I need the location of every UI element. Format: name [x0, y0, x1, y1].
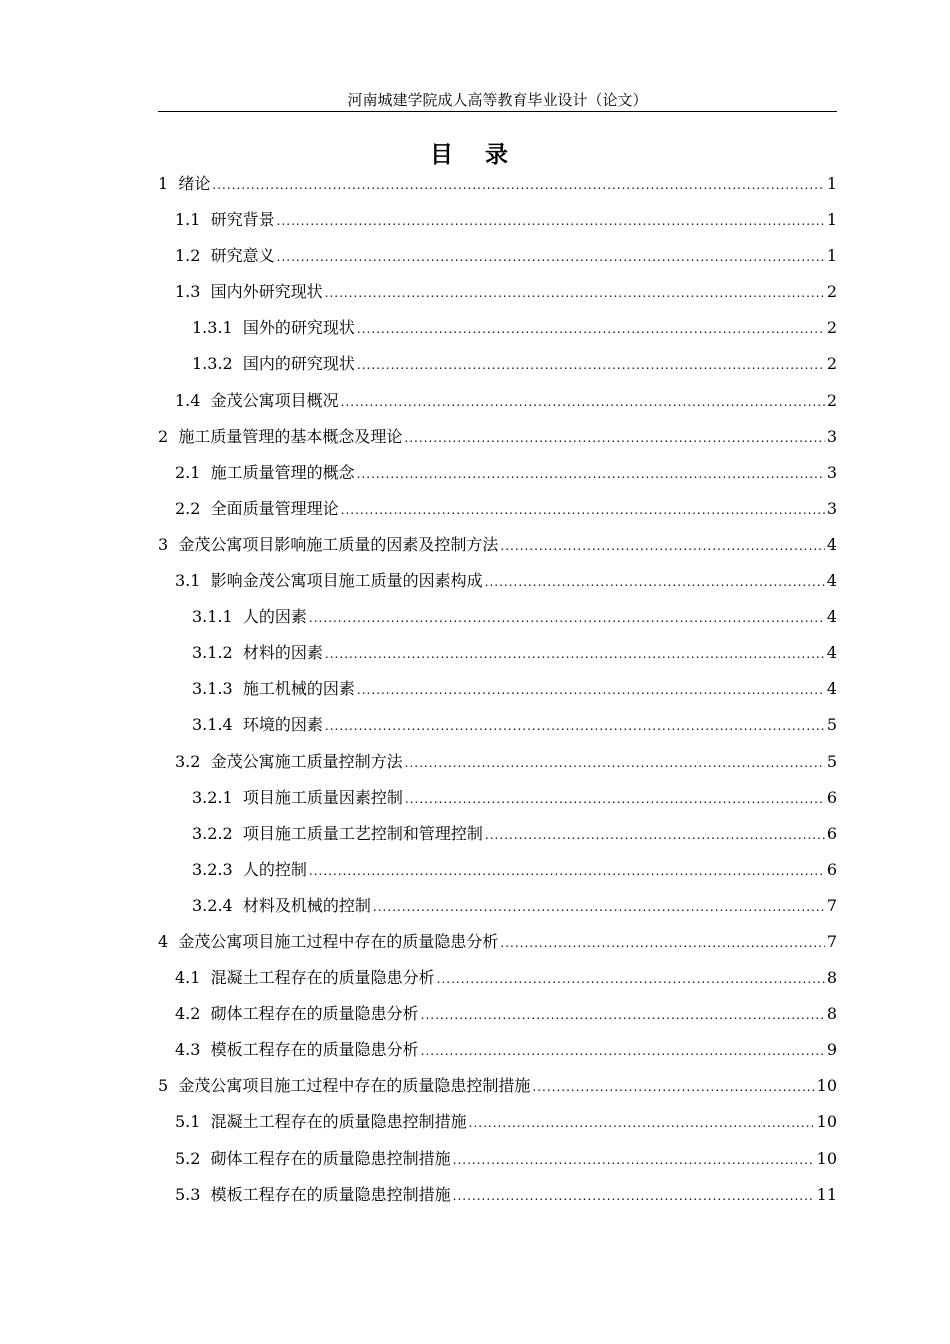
toc-entry-page: 10 — [816, 1148, 837, 1168]
toc-entry-number: 5.1 — [175, 1112, 201, 1132]
dot-leader — [485, 564, 825, 600]
toc-entry[interactable] — [158, 455, 837, 491]
dot-leader — [532, 1069, 814, 1105]
toc-entry-number: 5 — [158, 1076, 169, 1096]
dot-leader — [325, 708, 825, 744]
toc-entry-page: 6 — [826, 787, 837, 807]
toc-entry-title: 混凝土工程存在的质量隐患分析 — [210, 968, 435, 988]
dot-leader — [405, 781, 825, 817]
toc-entry-number: 1.3 — [175, 282, 201, 302]
toc-entry[interactable] — [158, 274, 837, 310]
toc-entry[interactable] — [158, 852, 837, 888]
dot-leader — [341, 384, 825, 420]
toc-entry-page: 8 — [826, 968, 837, 988]
toc-entry-number: 3.2.4 — [192, 895, 233, 915]
toc-entry-title: 绪论 — [178, 174, 211, 193]
dot-leader — [469, 1105, 815, 1141]
toc-entry-page: 5 — [826, 715, 837, 735]
toc-entry-title: 施工机械的因素 — [242, 679, 355, 699]
toc-entry-title: 砌体工程存在的质量隐患控制措施 — [210, 1148, 451, 1168]
dot-leader — [341, 492, 825, 528]
page-header: 河南城建学院成人高等教育毕业设计（论文） — [347, 91, 648, 109]
toc-entry-page: 4 — [826, 571, 837, 591]
toc-entry-title: 人的因素 — [242, 607, 307, 627]
toc-entry-number: 2 — [158, 426, 169, 446]
toc-entry-title: 人的控制 — [242, 859, 307, 879]
toc-entry-page: 5 — [826, 751, 837, 771]
toc-entry[interactable] — [158, 816, 837, 852]
toc-entry-number: 3.2.1 — [192, 787, 233, 807]
toc-entry-page: 2 — [826, 390, 837, 410]
toc-entry-title: 研究意义 — [210, 246, 275, 266]
toc-entry[interactable] — [158, 346, 837, 382]
toc-entry-title: 金茂公寓施工质量控制方法 — [210, 751, 403, 771]
toc-entry-number: 4.2 — [175, 1004, 201, 1024]
toc-entry-page: 1 — [826, 246, 837, 266]
toc-entry[interactable] — [158, 383, 837, 419]
dot-leader — [357, 311, 825, 347]
toc-entry-title: 混凝土工程存在的质量隐患控制措施 — [210, 1112, 467, 1132]
toc-entry-page: 3 — [826, 426, 837, 446]
dot-leader — [357, 672, 825, 708]
toc-entry-number: 1 — [158, 174, 169, 193]
toc-entry-number: 3.2.3 — [192, 859, 233, 879]
toc-entry[interactable] — [158, 1104, 837, 1140]
toc-entry[interactable] — [158, 1141, 837, 1177]
toc-entry-page: 9 — [826, 1040, 837, 1060]
toc-entry-title: 金茂公寓项目影响施工质量的因素及控制方法 — [178, 534, 499, 554]
dot-leader — [500, 528, 824, 564]
toc-entry-number: 5.2 — [175, 1148, 201, 1168]
toc-entry-number: 3.2.2 — [192, 823, 233, 843]
toc-entry-page: 4 — [826, 643, 837, 663]
toc-entry-number: 4.3 — [175, 1040, 201, 1060]
toc-entry-number: 3 — [158, 534, 169, 554]
toc-entry-title: 施工质量管理的概念 — [210, 462, 355, 482]
toc-entry-number: 3.1.3 — [192, 679, 233, 699]
toc-entry[interactable] — [158, 635, 837, 671]
toc-entry[interactable] — [158, 563, 837, 599]
toc-entry[interactable] — [158, 924, 837, 960]
toc-entry-title: 国外的研究现状 — [242, 318, 355, 338]
page-title: 目 录 — [429, 142, 520, 168]
toc-entry[interactable] — [158, 310, 837, 346]
toc-entry-title: 材料的因素 — [242, 643, 323, 663]
toc-entry-page: 8 — [826, 1004, 837, 1024]
toc-entry-number: 1.3.1 — [192, 318, 233, 338]
toc-entry-number: 4 — [158, 931, 169, 951]
toc-entry-page: 4 — [826, 679, 837, 699]
toc-entry-number: 3.1.4 — [192, 715, 233, 735]
toc-entry-page: 4 — [826, 607, 837, 627]
toc-entry[interactable] — [158, 599, 837, 635]
dot-leader — [357, 347, 825, 383]
toc-entry-number: 1.2 — [175, 246, 201, 266]
toc-entry[interactable] — [158, 996, 837, 1032]
toc-entry-title: 金茂公寓项目概况 — [210, 390, 339, 410]
toc-entry-number: 2.1 — [175, 462, 201, 482]
toc-entry[interactable] — [158, 1068, 837, 1104]
dot-leader — [421, 997, 825, 1033]
toc-entry-title: 环境的因素 — [242, 715, 323, 735]
toc-entry[interactable] — [158, 1177, 837, 1213]
toc-entry-number: 3.1.1 — [192, 607, 233, 627]
dot-leader — [325, 275, 825, 311]
dot-leader — [277, 239, 825, 275]
dot-leader — [485, 817, 825, 853]
toc-entry-number: 3.1 — [175, 571, 201, 591]
toc-entry-page: 10 — [816, 1112, 837, 1132]
dot-leader — [453, 1178, 815, 1214]
toc-entry-title: 国内的研究现状 — [242, 354, 355, 374]
toc-entry-page: 3 — [826, 498, 837, 518]
dot-leader — [357, 456, 825, 492]
toc-entry-title: 金茂公寓项目施工过程中存在的质量隐患分析 — [178, 931, 499, 951]
header-rule — [158, 111, 837, 112]
toc-entry[interactable] — [158, 527, 837, 563]
toc-entry-title: 施工质量管理的基本概念及理论 — [178, 426, 403, 446]
toc-entry-page: 7 — [826, 895, 837, 915]
toc-entry[interactable] — [158, 238, 837, 274]
dot-leader — [453, 1142, 815, 1178]
toc-entry-page: 6 — [826, 823, 837, 843]
toc-entry-number: 5.3 — [175, 1184, 201, 1204]
table-of-contents — [158, 166, 837, 1213]
toc-entry-title: 研究背景 — [210, 210, 275, 230]
toc-entry[interactable] — [158, 888, 837, 924]
toc-entry[interactable] — [158, 671, 837, 707]
toc-entry-page: 2 — [826, 354, 837, 374]
toc-entry-title: 国内外研究现状 — [210, 282, 323, 302]
dot-leader — [373, 889, 825, 925]
dot-leader — [405, 745, 825, 781]
toc-entry-page: 1 — [826, 174, 837, 193]
dot-leader — [309, 600, 825, 636]
toc-entry-title: 模板工程存在的质量隐患控制措施 — [210, 1184, 451, 1204]
toc-entry-title: 项目施工质量工艺控制和管理控制 — [242, 823, 483, 843]
toc-entry[interactable] — [158, 780, 837, 816]
toc-entry-number: 1.3.2 — [192, 354, 233, 374]
toc-entry-page: 4 — [826, 534, 837, 554]
toc-entry[interactable] — [158, 707, 837, 743]
toc-entry-title: 砌体工程存在的质量隐患分析 — [210, 1004, 419, 1024]
toc-entry-title: 模板工程存在的质量隐患分析 — [210, 1040, 419, 1060]
toc-entry[interactable] — [158, 202, 837, 238]
toc-entry-page: 2 — [826, 318, 837, 338]
toc-entry-number: 3.2 — [175, 751, 201, 771]
dot-leader — [277, 203, 825, 239]
toc-entry-page: 6 — [826, 859, 837, 879]
toc-entry-title: 全面质量管理理论 — [210, 498, 339, 518]
toc-entry[interactable] — [158, 419, 837, 455]
toc-entry-number: 1.4 — [175, 390, 201, 410]
toc-entry-page: 2 — [826, 282, 837, 302]
toc-entry[interactable] — [158, 491, 837, 527]
toc-entry-title: 材料及机械的控制 — [242, 895, 371, 915]
toc-entry-number: 1.1 — [175, 210, 201, 230]
toc-entry-page: 10 — [816, 1076, 837, 1096]
toc-entry-page: 11 — [816, 1184, 837, 1204]
toc-entry[interactable] — [158, 960, 837, 996]
toc-entry[interactable] — [158, 1032, 837, 1068]
toc-entry-title: 影响金茂公寓项目施工质量的因素构成 — [210, 571, 483, 591]
toc-entry-page: 1 — [826, 210, 837, 230]
toc-entry-title: 项目施工质量因素控制 — [242, 787, 403, 807]
dot-leader — [437, 961, 825, 997]
dot-leader — [309, 853, 825, 889]
dot-leader — [212, 167, 824, 203]
toc-entry-page: 7 — [826, 931, 837, 951]
toc-entry-page: 3 — [826, 462, 837, 482]
dot-leader — [421, 1033, 825, 1069]
toc-entry-number: 3.1.2 — [192, 643, 233, 663]
toc-entry-title: 金茂公寓项目施工过程中存在的质量隐患控制措施 — [178, 1076, 531, 1096]
dot-leader — [325, 636, 825, 672]
toc-entry-number: 2.2 — [175, 498, 201, 518]
dot-leader — [500, 925, 824, 961]
toc-entry-number: 4.1 — [175, 968, 201, 988]
toc-entry[interactable] — [158, 744, 837, 780]
dot-leader — [404, 420, 824, 456]
toc-entry[interactable] — [158, 166, 837, 202]
